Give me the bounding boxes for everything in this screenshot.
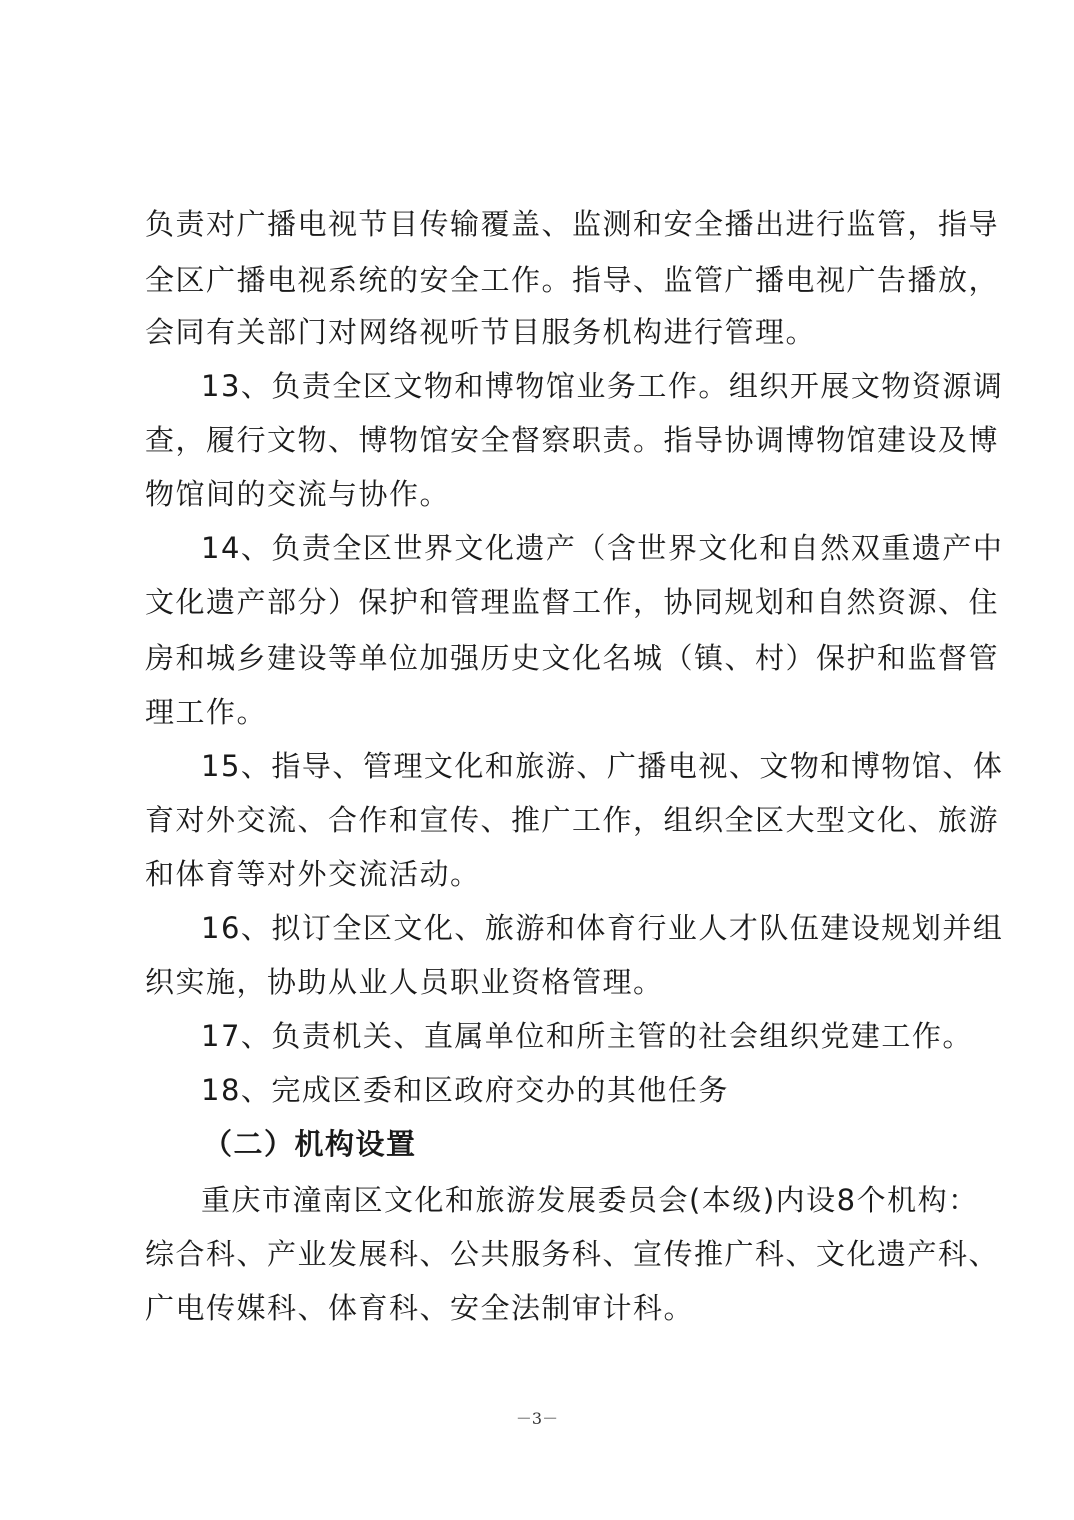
item-17-line: 17、负责机关、直属单位和所主管的社会组织党建工作。 [201,1019,973,1053]
paragraph-line: 负责对广播电视节目传输覆盖、监测和安全播出进行监管，指导 [145,207,1000,241]
paragraph-line: 全区广播电视系统的安全工作。指导、监管广播电视广告播放， [145,263,1000,297]
item-14-line: 14、负责全区世界文化遗产（含世界文化和自然双重遗产中 [201,531,1004,565]
item-13-line: 13、负责全区文物和博物馆业务工作。组织开展文物资源调 [201,369,1004,403]
paragraph-line: 查，履行文物、博物馆安全督察职责。指导协调博物馆建设及博 [145,423,1000,457]
paragraph-line: 育对外交流、合作和宣传、推广工作，组织全区大型文化、旅游 [145,803,1000,837]
paragraph-line: 房和城乡建设等单位加强历史文化名城（镇、村）保护和监督管 [145,641,1000,675]
paragraph-line: 理工作。 [145,695,268,729]
section-heading: （二）机构设置 [203,1127,417,1161]
item-16-line: 16、拟订全区文化、旅游和体育行业人才队伍建设规划并组 [201,911,1004,945]
page-number: －3－ [515,1409,559,1428]
paragraph-line: 综合科、产业发展科、公共服务科、宣传推广科、文化遗产科、 [145,1237,1000,1271]
item-15-line: 15、指导、管理文化和旅游、广播电视、文物和博物馆、体 [201,749,1004,783]
paragraph-line: 物馆间的交流与协作。 [145,477,451,511]
paragraph-line: 广电传媒科、体育科、安全法制审计科。 [145,1291,695,1325]
paragraph-line: 织实施，协助从业人员职业资格管理。 [145,965,664,999]
paragraph-line: 文化遗产部分）保护和管理监督工作，协同规划和自然资源、住 [145,585,1000,619]
paragraph-line: 和体育等对外交流活动。 [145,857,481,891]
paragraph-line: 会同有关部门对网络视听节目服务机构进行管理。 [145,315,817,349]
item-18-line: 18、完成区委和区政府交办的其他任务 [201,1073,729,1107]
paragraph-line: 重庆市潼南区文化和旅游发展委员会(本级)内设8个机构： [201,1183,979,1217]
